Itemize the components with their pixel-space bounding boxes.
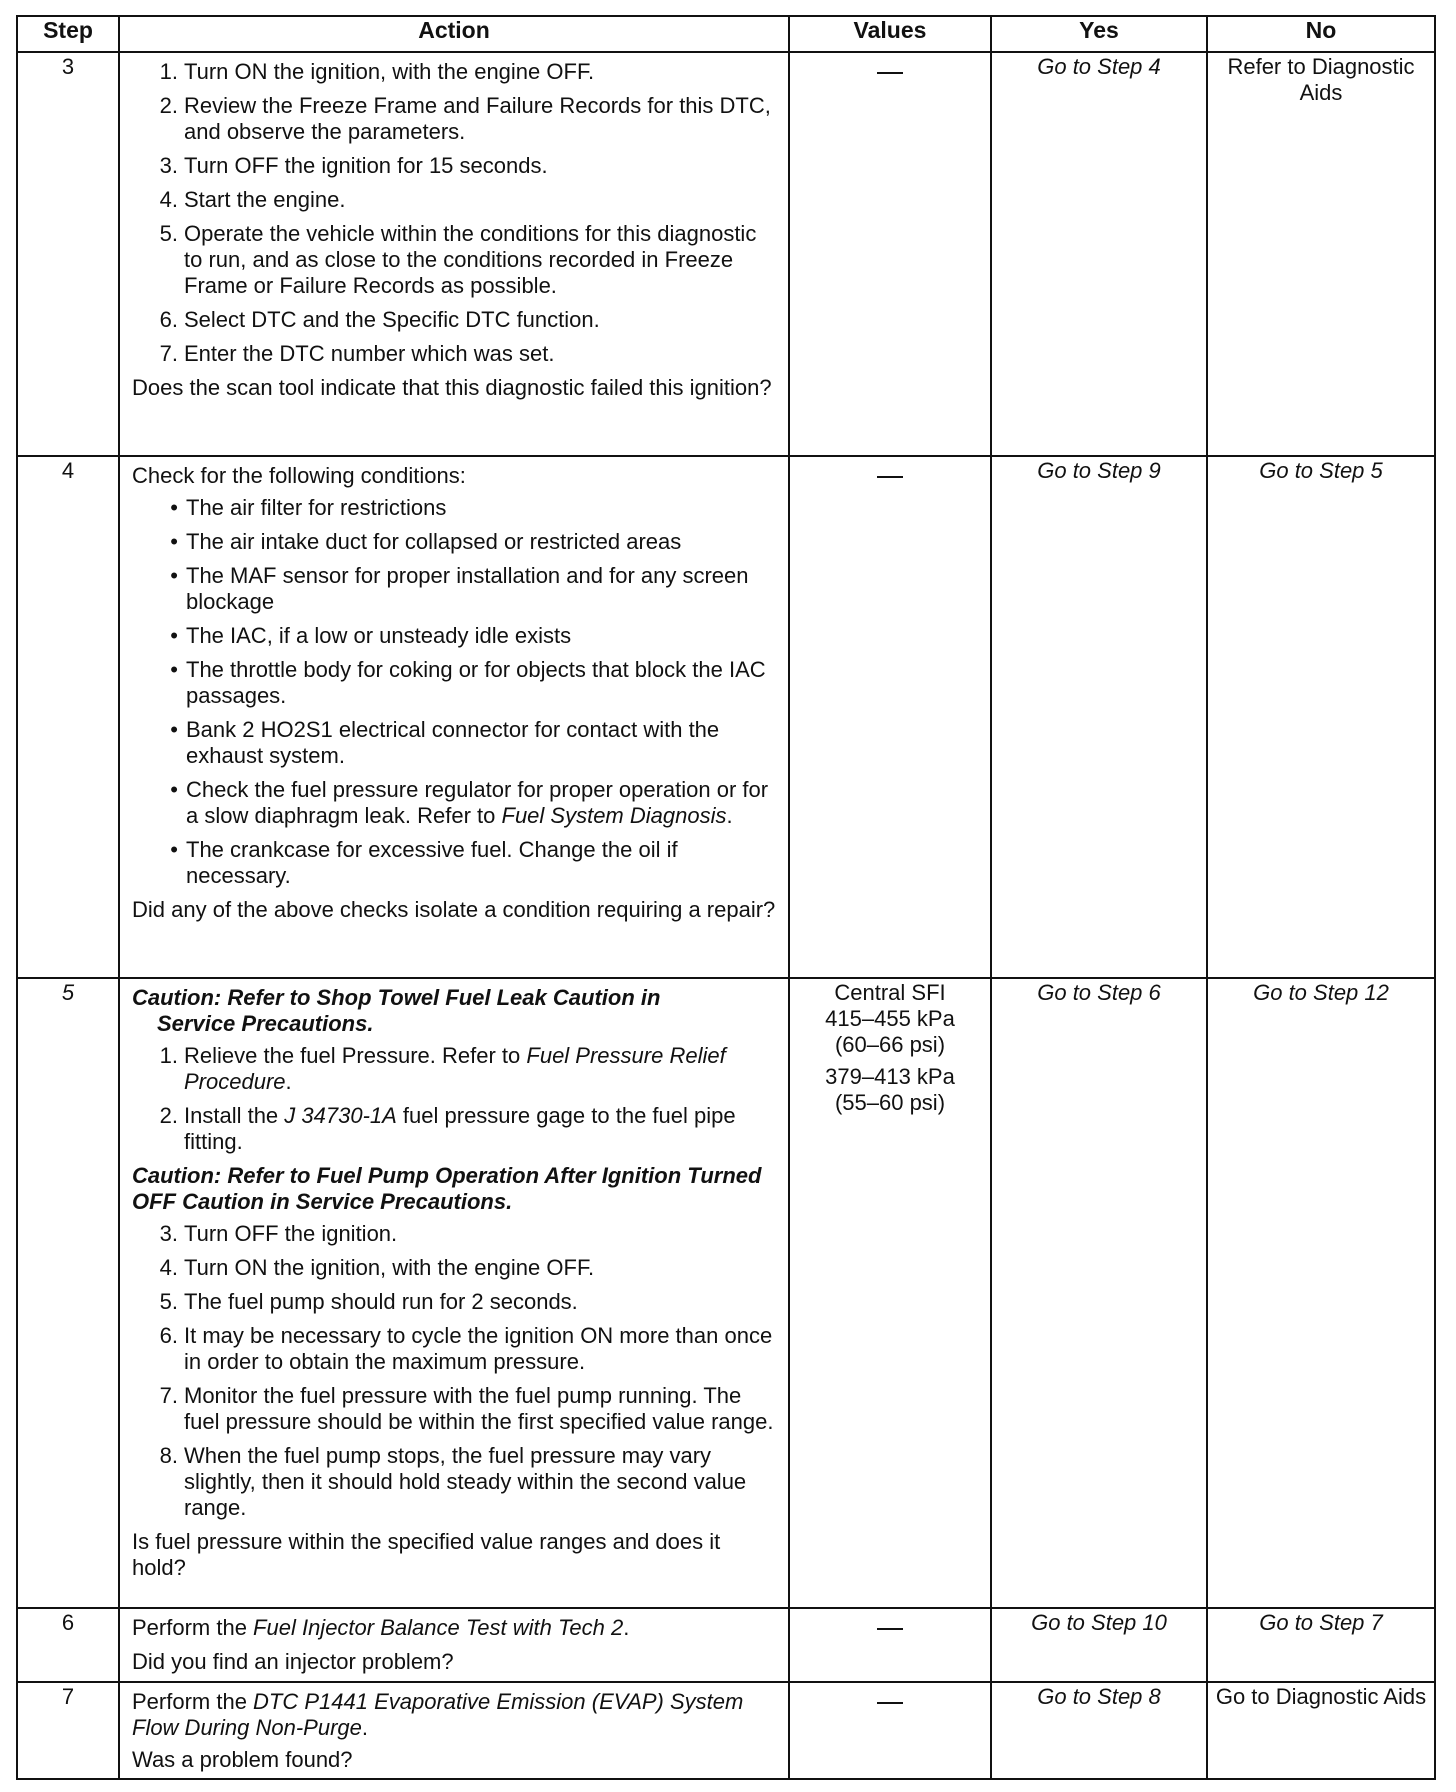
header-row — [17, 16, 1435, 52]
caution-note: Caution: Refer to Shop Towel Fuel Leak Caution in Service Precautions. — [132, 985, 661, 1036]
question: Did any of the above checks isolate a condition requiring a repair? — [132, 897, 776, 922]
values-cell — [789, 1608, 991, 1682]
no-cell: Go to Step 12 — [1207, 978, 1435, 1608]
question: Did you find an injector problem? — [132, 1649, 454, 1674]
step-number: 6 — [17, 1608, 119, 1682]
list-item: • Bank 2 HO2S1 electrical connector for contact with the exhaust system. — [170, 717, 720, 768]
action-text: Perform the Fuel Injector Balance Test with Tech 2. — [132, 1615, 630, 1640]
dash — [877, 476, 903, 478]
list-item: 4. Turn ON the ignition, with the engine OFF. — [159, 1255, 595, 1280]
values-cell — [789, 52, 991, 456]
list-item: 6. Select DTC and the Specific DTC function. — [159, 307, 600, 332]
no-cell: Go to Step 7 — [1207, 1608, 1435, 1682]
list-item: 5. The fuel pump should run for 2 seconds. — [159, 1289, 578, 1314]
yes-cell: Go to Step 4 — [991, 52, 1207, 456]
dash — [877, 1702, 903, 1704]
dash — [877, 1628, 903, 1630]
yes-cell: Go to Step 9 — [991, 456, 1207, 978]
list-item: • The MAF sensor for proper installation and for any screen blockage — [170, 563, 749, 614]
step-number: 4 — [17, 456, 119, 978]
list-item: 3. Turn OFF the ignition for 15 seconds. — [159, 153, 548, 178]
question: Is fuel pressure within the specified value ranges and does it hold? — [132, 1529, 721, 1580]
action-cell — [119, 1682, 789, 1779]
step-row-5 — [17, 978, 1435, 1608]
header-yes: Yes — [991, 16, 1207, 52]
list-item: 8. When the fuel pump stops, the fuel pressure may vary slightly, then it should hold steady within the second value range. — [159, 1443, 747, 1520]
action-cell — [119, 456, 789, 978]
dash — [877, 72, 903, 74]
list-item: • The crankcase for excessive fuel. Change the oil if necessary. — [170, 837, 678, 888]
header-step: Step — [17, 16, 119, 52]
values-cell — [789, 456, 991, 978]
step-number: 5 — [17, 978, 119, 1608]
list-item: 5. Operate the vehicle within the conditions for this diagnostic to run, and as close to the conditions recorded in Freeze Frame or Failure Records as possible. — [159, 221, 757, 298]
dtc-p1441-link[interactable]: DTC P1441 Evaporative Emission (EVAP) System Flow During Non-Purge — [132, 1689, 744, 1740]
header-values: Values — [789, 16, 991, 52]
relief-procedure-link[interactable]: Fuel Pressure Relief Procedure — [184, 1043, 726, 1094]
step-row-6 — [17, 1608, 1435, 1682]
action-text: Perform the DTC P1441 Evaporative Emission (EVAP) System Flow During Non-Purge. — [132, 1689, 744, 1740]
action-cell — [119, 1608, 789, 1682]
diagnostic-table — [16, 15, 1436, 1780]
question: Was a problem found? — [132, 1747, 353, 1772]
list-item: 7. Enter the DTC number which was set. — [159, 341, 555, 366]
yes-cell: Go to Step 10 — [991, 1608, 1207, 1682]
values-label: Central SFI — [834, 980, 946, 1005]
list-item: 7. Monitor the fuel pressure with the fuel pump running. The fuel pressure should be within the first specified value range. — [159, 1383, 774, 1434]
step-number: 7 — [17, 1682, 119, 1779]
list-item: 2. Review the Freeze Frame and Failure Records for this DTC, and observe the parameters. — [159, 93, 771, 144]
values-range-2: 379–413 kPa — [825, 1064, 955, 1089]
list-item: 3. Turn OFF the ignition. — [159, 1221, 398, 1246]
list-item: 2. Install the J 34730-1A fuel pressure gage to the fuel pipe fitting. — [159, 1103, 736, 1154]
intro-text: Check for the following conditions: — [132, 463, 466, 488]
step-number: 3 — [17, 52, 119, 456]
injector-balance-test-link[interactable]: Fuel Injector Balance Test with Tech 2 — [253, 1615, 624, 1640]
yes-cell: Go to Step 8 — [991, 1682, 1207, 1779]
list-item: 1. Relieve the fuel Pressure. Refer to Fuel Pressure Relief Procedure. — [159, 1043, 726, 1094]
step-row-3 — [17, 52, 1435, 456]
list-item: • The throttle body for coking or for objects that block the IAC passages. — [170, 657, 766, 708]
list-item: • Check the fuel pressure regulator for proper operation or for a slow diaphragm leak. Refer to Fuel System Diagnosis. — [170, 777, 769, 828]
list-item: 6. It may be necessary to cycle the ignition ON more than once in order to obtain the maximum pressure. — [159, 1323, 773, 1374]
list-item: 4. Start the engine. — [159, 187, 346, 212]
step-row-4 — [17, 456, 1435, 978]
list-item: • The air filter for restrictions — [170, 495, 447, 520]
caution-note: Caution: Refer to Fuel Pump Operation After Ignition Turned OFF Caution in Service Precautions. — [132, 1163, 762, 1214]
step-row-7 — [17, 1682, 1435, 1779]
list-item: • The IAC, if a low or unsteady idle exists — [170, 623, 572, 648]
action-cell — [119, 52, 789, 456]
values-range-2-psi: (55–60 psi) — [834, 1090, 946, 1115]
header-action: Action — [119, 16, 789, 52]
action-cell — [119, 978, 789, 1608]
question: Does the scan tool indicate that this diagnostic failed this ignition? — [132, 375, 772, 400]
header-no: No — [1207, 16, 1435, 52]
fuel-system-diagnosis-link[interactable]: Fuel System Diagnosis — [501, 803, 727, 828]
values-range-1: 415–455 kPa — [825, 1006, 955, 1031]
values-range-1-psi: (60–66 psi) — [834, 1032, 946, 1057]
values-cell — [789, 1682, 991, 1779]
no-cell: Refer to Diagnostic Aids — [1207, 52, 1435, 456]
yes-cell: Go to Step 6 — [991, 978, 1207, 1608]
values-cell — [789, 978, 991, 1608]
list-item: 1. Turn ON the ignition, with the engine OFF. — [159, 59, 595, 84]
list-item: • The air intake duct for collapsed or restricted areas — [170, 529, 682, 554]
no-cell: Go to Step 5 — [1207, 456, 1435, 978]
no-cell: Go to Diagnostic Aids — [1207, 1682, 1435, 1779]
